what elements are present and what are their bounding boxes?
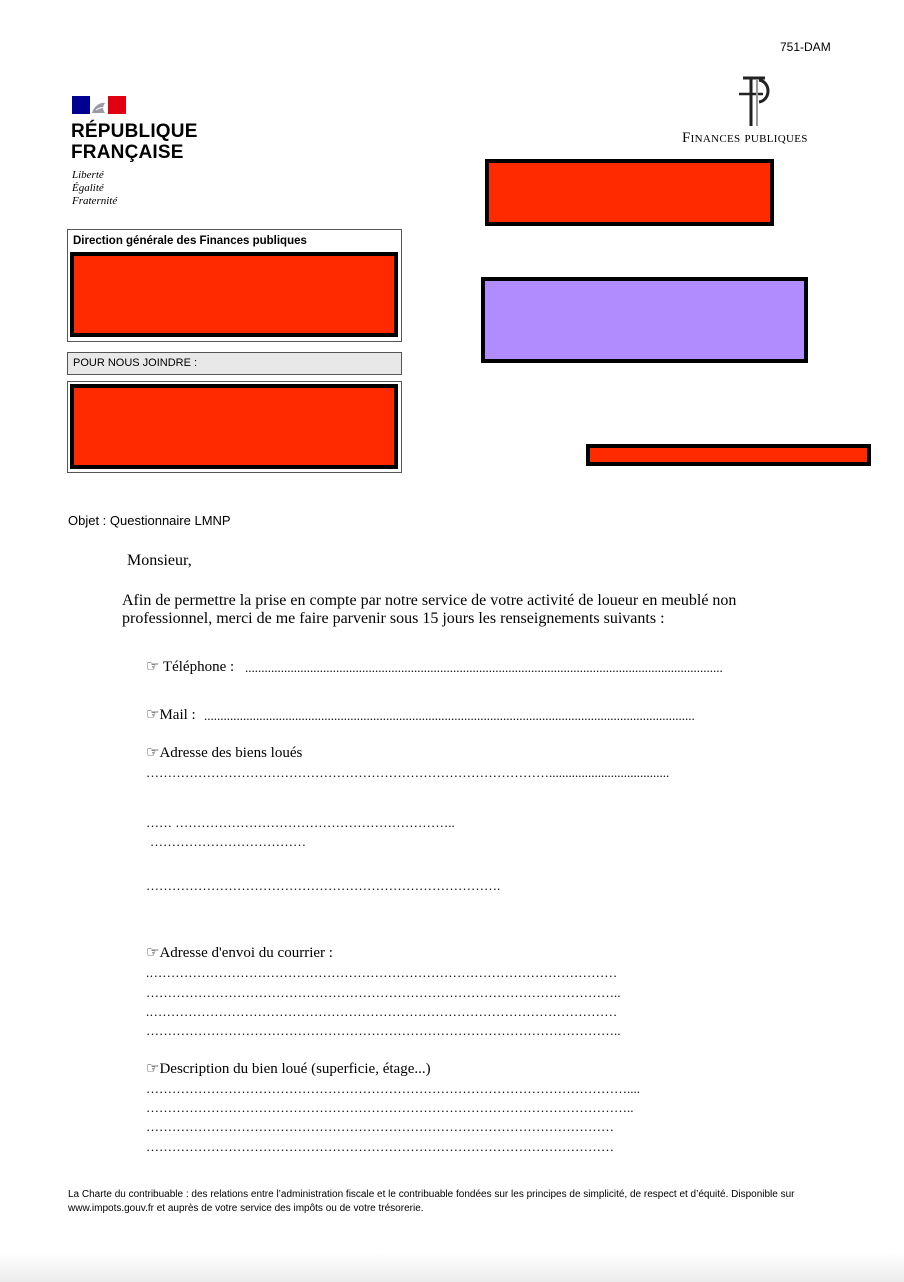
redacted-address-block — [481, 277, 808, 363]
adresse-envoi-line-3[interactable]: .……………………………………………………………………………………………… — [146, 1004, 618, 1019]
adresse-envoi-label: ☞Adresse d'envoi du courrier : — [146, 945, 333, 961]
telephone-field[interactable]: ................................................................................................................................................... — [245, 660, 723, 675]
adresse-biens-label: ☞Adresse des biens loués — [146, 745, 303, 761]
motto-liberte: Liberté — [72, 169, 104, 181]
contact-label-box — [67, 352, 402, 375]
direction-label: Direction générale des Finances publiques — [73, 235, 307, 247]
adresse-biens-line-1[interactable]: …………………………………………………………………………………..................................... — [146, 765, 670, 780]
republique-line2: FRANÇAISE — [71, 142, 184, 163]
charte-footer: La Charte du contribuable : des relations entre l’administration fiscale et le contribuable fondées sur les principes de simplicité, de respect et d’équité. Disponible sur www.impots.gouv.fr et auprès de votre service des impôts ou de votre trésorerie. — [68, 1189, 795, 1214]
description-line-4[interactable]: ……………………………………………………………………………………………… — [146, 1139, 614, 1154]
motto-egalite: Égalité — [72, 182, 104, 194]
adresse-biens-line-4[interactable]: ………………………………………………………………………. — [146, 878, 501, 893]
telephone-label: ☞ Téléphone : — [146, 659, 235, 675]
sender-box — [67, 229, 402, 342]
description-line-2[interactable]: ………………………………………………………………………………………………….. — [146, 1100, 634, 1115]
mail-field[interactable]: ....................................................................................................................................................... — [204, 708, 695, 723]
motto-fraternite: Fraternité — [72, 195, 118, 207]
adresse-envoi-line-4[interactable]: ……………………………………………………………………………………………….. — [146, 1023, 621, 1038]
description-line-1[interactable]: ………………………………………………………………………………………………….... — [146, 1081, 640, 1096]
finances-publiques-logo-icon — [735, 72, 775, 128]
adresse-biens-line-3[interactable]: ……………………………… — [150, 834, 306, 849]
description-line-3[interactable]: ……………………………………………………………………………………………… — [146, 1119, 614, 1134]
form-code: 751-DAM — [780, 40, 831, 54]
republique-line1: RÉPUBLIQUE — [71, 121, 198, 142]
mail-label: ☞Mail : — [146, 707, 196, 723]
adresse-biens-line-2[interactable]: …… ……………………………………………………….. — [146, 815, 455, 830]
adresse-envoi-line-2[interactable]: ……………………………………………………………………………………………….. — [146, 985, 621, 1000]
salutation: Monsieur, — [127, 552, 192, 569]
redacted-date-block — [586, 444, 871, 466]
adresse-envoi-line-1[interactable]: .……………………………………………………………………………………………… — [146, 965, 618, 980]
intro-line-1: Afin de permettre la prise en compte par notre service de votre activité de loueur en meublé non — [122, 592, 737, 609]
page-bottom-shadow — [0, 1252, 904, 1282]
description-label: ☞Description du bien loué (superficie, étage...) — [146, 1061, 431, 1077]
finances-publiques-label: Finances publiques — [682, 130, 808, 146]
letter-subject: Objet : Questionnaire LMNP — [68, 513, 231, 528]
marianne-flag-icon — [72, 96, 126, 114]
intro-line-2: professionnel, merci de me faire parvenir sous 15 jours les renseignements suivants : — [122, 610, 665, 627]
redacted-sender-address — [70, 252, 398, 337]
contact-box — [67, 381, 402, 473]
contact-label: POUR NOUS JOINDRE : — [73, 357, 198, 369]
redacted-contact-info — [70, 384, 398, 469]
redacted-block — [485, 159, 774, 226]
